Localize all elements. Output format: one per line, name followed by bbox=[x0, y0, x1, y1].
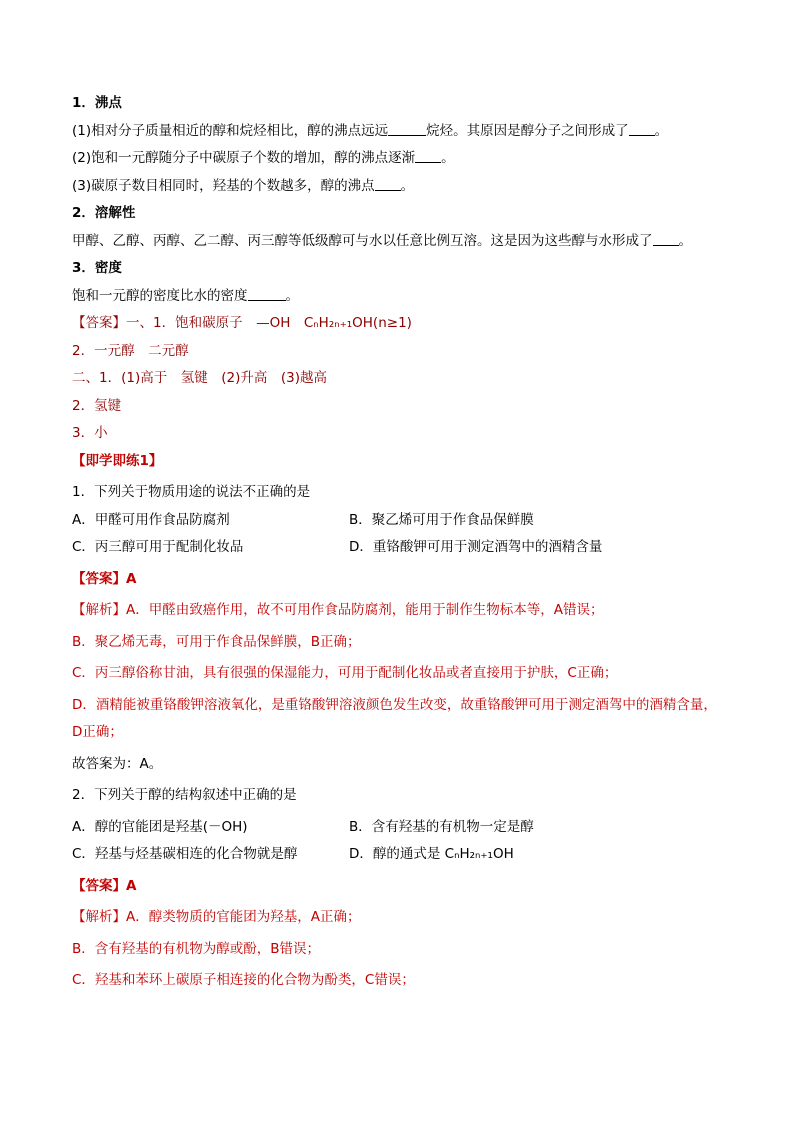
fill-blank bbox=[375, 177, 401, 191]
explanation-line: B．聚乙烯无毒，可用于作食品保鲜膜，B正确； bbox=[72, 633, 361, 650]
option-b: B．含有羟基的有机物一定是醇 bbox=[349, 818, 534, 835]
option-row bbox=[72, 841, 732, 869]
text-segment: 烷烃。其原因是醇分子之间形成了 bbox=[426, 122, 629, 139]
text-segment: 。 bbox=[285, 287, 299, 304]
answer-label: 【答案】A bbox=[72, 570, 137, 587]
text-line bbox=[72, 173, 732, 201]
heading-solubility: 2．溶解性 bbox=[72, 205, 136, 221]
text-segment: 。 bbox=[678, 232, 692, 249]
explanation-line: 【解析】A．醇类物质的官能团为羟基，A正确； bbox=[72, 909, 361, 925]
answer-line: 2．氢键 bbox=[72, 397, 122, 414]
option-row bbox=[72, 507, 732, 535]
option-b: B．聚乙烯可用于作食品保鲜膜 bbox=[349, 511, 534, 528]
explanation-line: D．酒精能被重铬酸钾溶液氧化，是重铬酸钾溶液颜色发生改变，故重铬酸钾可用于测定酒驾中的酒精含量， bbox=[72, 696, 717, 713]
answer-line: 二、1．(1)高于 氢键 (2)升高 (3)越高 bbox=[72, 370, 327, 386]
option-c: C．丙三醇可用于配制化妆品 bbox=[72, 539, 244, 555]
fill-blank bbox=[653, 232, 679, 246]
fill-blank bbox=[248, 287, 286, 301]
explanation-line: C．丙三醇俗称甘油，具有很强的保湿能力，可用于配制化妆品或者直接用于护肤，C正确； bbox=[72, 665, 618, 681]
option-c: C．羟基与烃基碳相连的化合物就是醇 bbox=[72, 846, 298, 862]
practice-title: 【即学即练1】 bbox=[72, 452, 163, 469]
text-segment: (2)饱和一元醇随分子中碳原子个数的增加，醇的沸点逐渐 bbox=[72, 150, 416, 166]
text-line bbox=[72, 228, 732, 256]
fill-blank bbox=[629, 122, 655, 136]
answer-line: 【答案】一、1．饱和碳原子 —OH CₙH₂ₙ₊₁OH(n≥1) bbox=[72, 315, 412, 331]
answer-line: 3．小 bbox=[72, 425, 108, 441]
question-stem: 1．下列关于物质用途的说法不正确的是 bbox=[72, 484, 311, 500]
option-d: D．醇的通式是 CₙH₂ₙ₊₁OH bbox=[349, 846, 514, 862]
text-segment: 。 bbox=[400, 177, 415, 194]
explanation-line: D正确； bbox=[72, 724, 123, 740]
answer-line: 2．一元醇 二元醇 bbox=[72, 342, 189, 359]
text-segment: 甲醇、乙醇、丙醇、乙二醇、丙三醇等低级醇可与水以任意比例互溶。这是因为这些醇与水形成了 bbox=[72, 232, 653, 249]
option-a: A．醇的官能团是羟基(－OH) bbox=[72, 818, 248, 835]
text-line bbox=[72, 118, 732, 146]
option-d: D．重铬酸钾可用于测定酒驾中的酒精含量 bbox=[349, 539, 603, 555]
heading-boiling-point: 1．沸点 bbox=[72, 95, 122, 111]
text-line bbox=[72, 283, 732, 311]
answer-label: 【答案】A bbox=[72, 877, 137, 894]
explanation-line: C．羟基和苯环上碳原子相连接的化合物为酚类，C错误； bbox=[72, 972, 415, 988]
text-line bbox=[72, 145, 732, 173]
conclusion-line: 故答案为：A。 bbox=[72, 755, 163, 772]
fill-blank bbox=[388, 122, 426, 136]
text-segment: 。 bbox=[654, 122, 669, 139]
explanation-line: 【解析】A．甲醛由致癌作用，故不可用作食品防腐剂，能用于制作生物标本等，A错误； bbox=[72, 602, 604, 618]
fill-blank bbox=[415, 149, 441, 163]
option-a: A．甲醛可用作食品防腐剂 bbox=[72, 511, 230, 528]
heading-density: 3．密度 bbox=[72, 260, 122, 276]
text-segment: 。 bbox=[441, 150, 455, 166]
text-segment: (1)相对分子质量相近的醇和烷烃相比，醇的沸点远远 bbox=[72, 122, 389, 139]
explanation-line: B．含有羟基的有机物为醇或酚，B错误； bbox=[72, 940, 321, 957]
option-row bbox=[72, 814, 732, 842]
option-row bbox=[72, 534, 732, 562]
text-segment: (3)碳原子数目相同时，羟基的个数越多，醇的沸点 bbox=[72, 177, 375, 194]
question-stem: 2．下列关于醇的结构叙述中正确的是 bbox=[72, 787, 297, 803]
page-content bbox=[72, 90, 732, 995]
text-segment: 饱和一元醇的密度比水的密度 bbox=[72, 287, 248, 304]
